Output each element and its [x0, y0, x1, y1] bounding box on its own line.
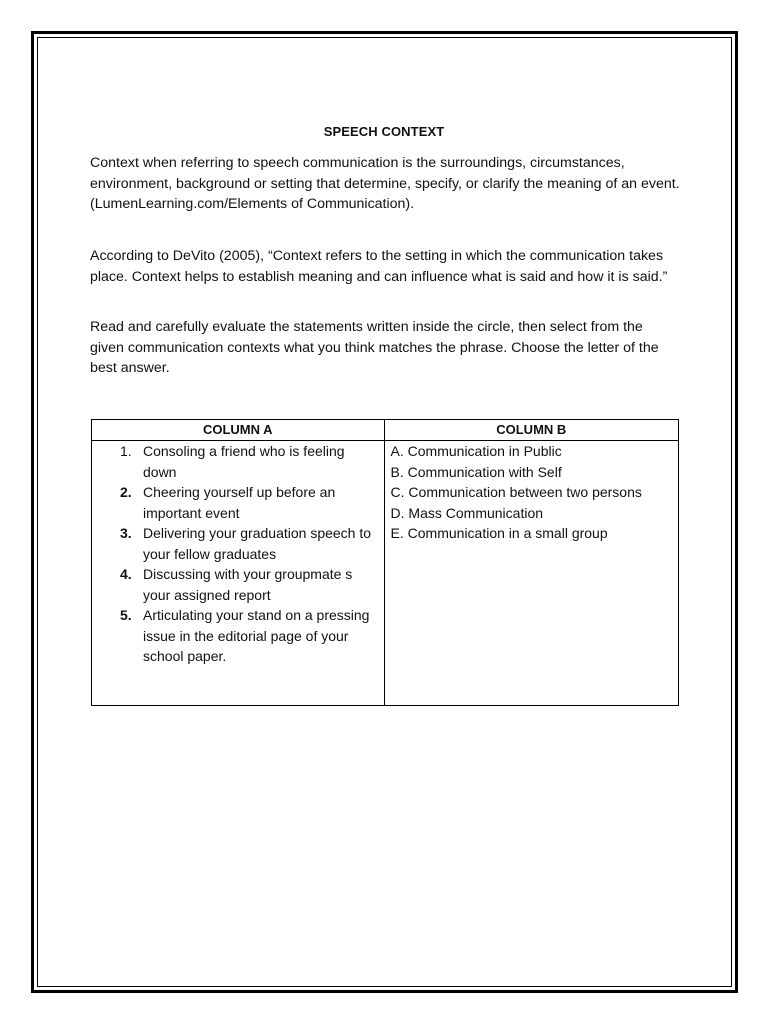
choice-item: C. Communication between two persons [390, 484, 642, 500]
choice-item: D. Mass Communication [390, 504, 544, 521]
list-item [92, 523, 384, 564]
list-item [92, 441, 384, 482]
column-b-cell [384, 441, 678, 706]
item-number: 5. [120, 607, 132, 623]
item-text: Consoling a friend who is feeling down [143, 443, 345, 480]
choice-item: A. Communication in Public [390, 443, 562, 459]
item-number: 4. [120, 566, 132, 582]
paragraph-instructions: Read and carefully evaluate the statements written inside the circle, then select from the given communication contexts what you think matches the phrase. Choose the letter of the best answer. [90, 319, 659, 376]
paragraph-devito-quote: According to DeVito (2005), “Context refers to the setting in which the communication takes place. Context helps to establish meaning and can influence what is said and how it is said.” [90, 248, 668, 285]
column-a-cell [92, 441, 385, 706]
choice-item: B. Communication with Self [390, 463, 562, 480]
item-number: 2. [120, 484, 132, 500]
list-item [92, 564, 384, 605]
list-item [92, 605, 384, 667]
matching-table [91, 419, 679, 706]
document-title: SPEECH CONTEXT [323, 124, 445, 139]
list-item [92, 482, 384, 523]
column-a-list [92, 441, 384, 667]
column-b-header: COLUMN B [384, 420, 678, 441]
column-a-header: COLUMN A [92, 420, 385, 441]
item-text: Articulating your stand on a pressing issue in the editorial page of your school paper. [143, 607, 370, 664]
item-text: Discussing with your groupmate s your assigned report [143, 566, 353, 603]
item-text: Cheering yourself up before an important event [143, 484, 336, 521]
paragraph-context-definition: Context when referring to speech communication is the surroundings, circumstances, environment, background or setting that determine, specify, or clarify the meaning of an event. (LumenLearning.com/Elements of Communication). [90, 155, 680, 212]
table-header-row [92, 420, 679, 441]
table-body-row [92, 441, 679, 706]
item-number: 1. [120, 443, 132, 459]
choice-item: E. Communication in a small group [390, 525, 608, 541]
item-number: 3. [120, 525, 132, 541]
item-text: Delivering your graduation speech to your fellow graduates [143, 525, 372, 562]
